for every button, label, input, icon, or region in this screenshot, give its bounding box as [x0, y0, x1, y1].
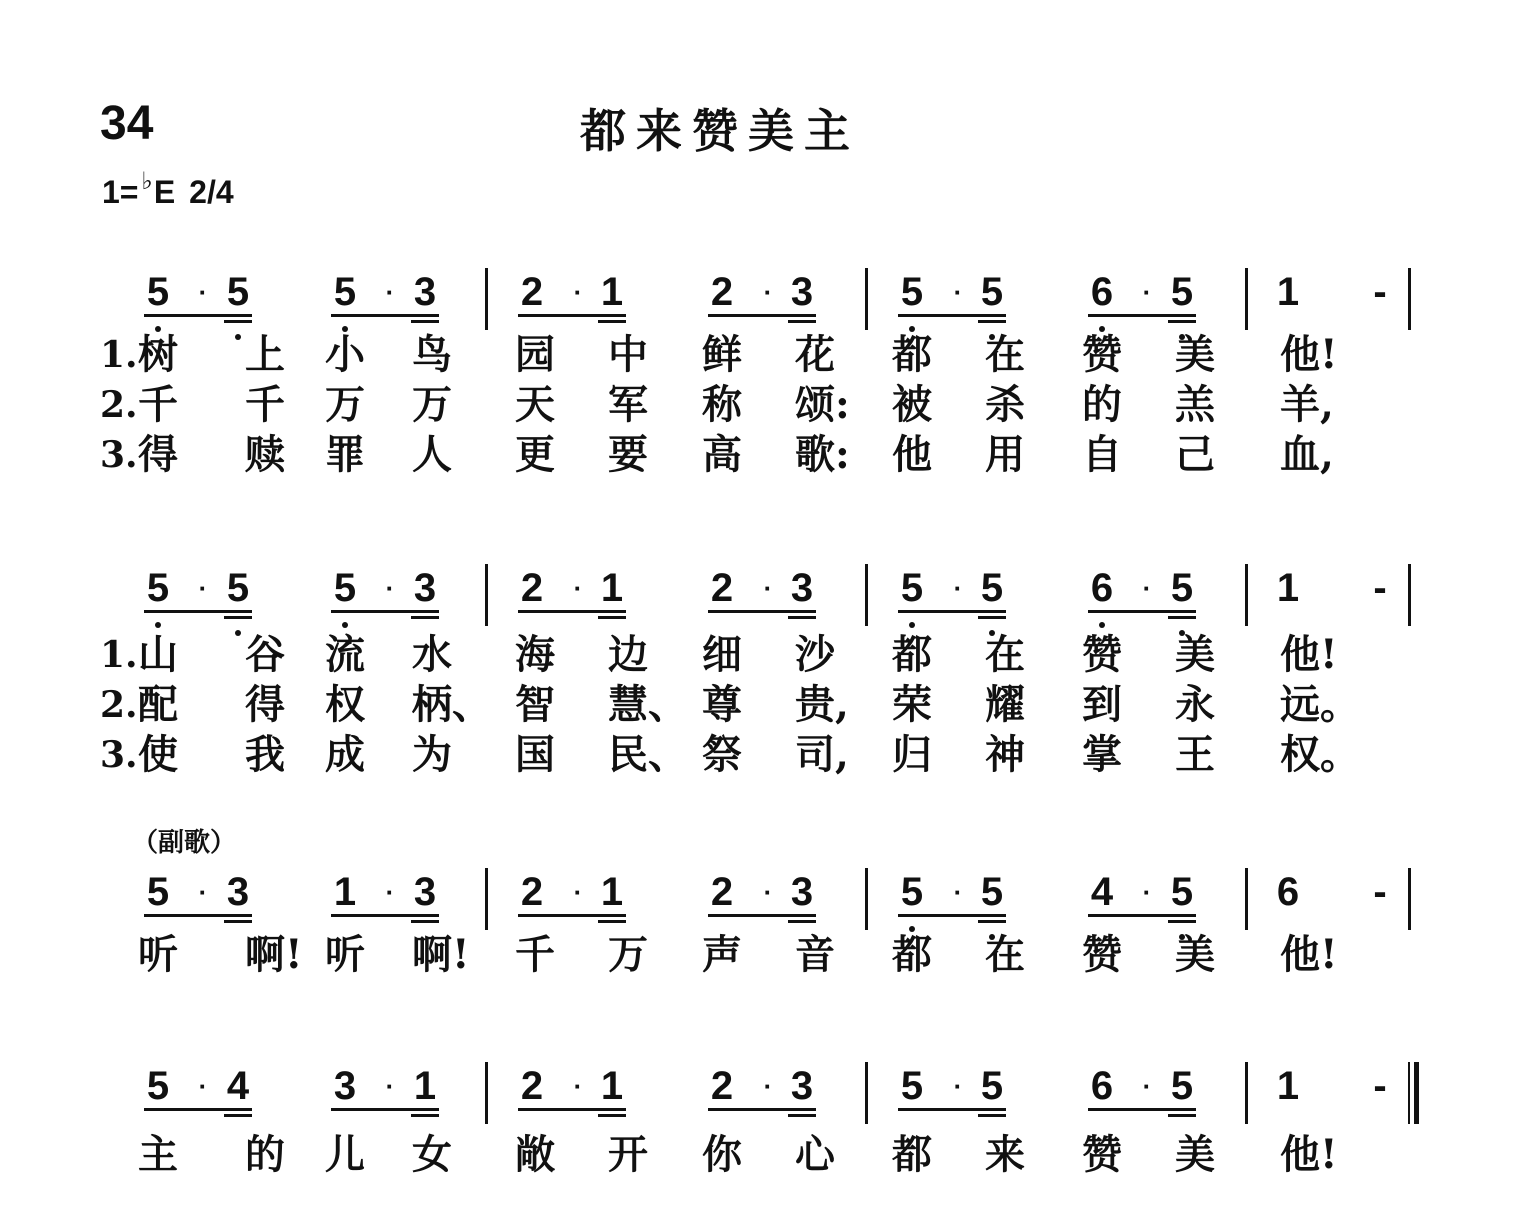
lyric-syllable: 的	[1082, 381, 1122, 428]
lyric-syllable: 在	[985, 331, 1025, 378]
dotted-rhythm-dot: ·	[1142, 573, 1152, 603]
lyric-syllable: 血,	[1280, 431, 1334, 478]
barline	[865, 564, 868, 626]
lyric-syllable: 赞	[1082, 1131, 1122, 1178]
verse-number: 3.	[100, 734, 138, 776]
lyric-syllable: 他	[892, 431, 932, 478]
lyric-syllable: 中	[608, 331, 648, 378]
song-title: 都来赞美主	[580, 105, 860, 157]
lyric-syllable: 权。	[1280, 731, 1360, 778]
lyric-syllable: 音	[795, 931, 835, 978]
lyric-syllable: 慧、	[608, 681, 688, 728]
lyric-syllable: 啊!	[245, 931, 303, 978]
final-barline-thick	[1414, 1062, 1419, 1124]
note: 3	[790, 1064, 814, 1108]
lyric-syllable: 杀	[985, 381, 1025, 428]
note: 5	[980, 566, 1004, 610]
verse-number: 1.	[100, 334, 138, 376]
lyric-syllable: 水	[412, 631, 452, 678]
dotted-rhythm-dot: ·	[953, 877, 963, 907]
lyric-syllable: 赞	[1082, 331, 1122, 378]
lyric-syllable: 流	[325, 631, 365, 678]
beam-line-double	[411, 1114, 439, 1117]
lyric-syllable: 高	[702, 431, 742, 478]
lyric-syllable: 己	[1175, 431, 1215, 478]
lyric-syllable: 啊!	[412, 931, 470, 978]
dotted-rhythm-dot: ·	[953, 1071, 963, 1101]
beam-line-double	[411, 920, 439, 923]
lyric-syllable: 海	[515, 631, 555, 678]
note: 1	[1276, 1064, 1300, 1108]
beam-line-double	[224, 920, 252, 923]
lyric-syllable: 都	[892, 631, 932, 678]
dotted-rhythm-dot: ·	[198, 277, 208, 307]
beam-line-double	[1168, 920, 1196, 923]
lyric-syllable: 贵,	[795, 681, 849, 728]
note: 3	[790, 270, 814, 314]
hold-dash: -	[1373, 566, 1387, 610]
lyric-syllable: 他!	[1280, 331, 1338, 378]
lyric-syllable: 司,	[795, 731, 849, 778]
beam-line-double	[224, 616, 252, 619]
note: 5	[1170, 870, 1194, 914]
barline	[1245, 1062, 1248, 1124]
lyric-syllable: 赞	[1082, 631, 1122, 678]
lyric-syllable: 美	[1175, 331, 1215, 378]
lyric-syllable: 得	[245, 681, 285, 728]
beam-line	[331, 610, 439, 613]
dotted-rhythm-dot: ·	[573, 1071, 583, 1101]
lyric-syllable: 千	[245, 381, 285, 428]
dotted-rhythm-dot: ·	[1142, 277, 1152, 307]
dotted-rhythm-dot: ·	[1142, 1071, 1152, 1101]
verse-number: 2.	[100, 384, 138, 426]
note: 2	[710, 870, 734, 914]
time-signature: 2/4	[189, 174, 234, 210]
note: 3	[790, 566, 814, 610]
lyric-syllable: 神	[985, 731, 1025, 778]
lyric-syllable: 他!	[1280, 631, 1338, 678]
note: 5	[146, 566, 170, 610]
lyric-syllable: 万	[608, 931, 648, 978]
lyric-syllable: 掌	[1082, 731, 1122, 778]
lyric-syllable: 听	[138, 931, 178, 978]
lyric-syllable: 小	[325, 331, 365, 378]
lyric-syllable: 上	[245, 331, 285, 378]
note: 1	[1276, 566, 1300, 610]
note: 5	[900, 1064, 924, 1108]
beam-line	[708, 1108, 816, 1111]
lyric-syllable: 王	[1175, 731, 1215, 778]
lyric-syllable: 尊	[702, 681, 742, 728]
lyric-syllable: 细	[702, 631, 742, 678]
note: 1	[600, 1064, 624, 1108]
lyric-syllable: 他!	[1280, 1131, 1338, 1178]
lyric-line	[0, 630, 1535, 680]
barline	[1245, 268, 1248, 330]
note: 5	[333, 270, 357, 314]
octave-dot	[1099, 622, 1105, 628]
dotted-rhythm-dot: ·	[385, 277, 395, 307]
lyric-syllable: 人	[412, 431, 452, 478]
verse-number: 2.	[100, 684, 138, 726]
lyric-syllable: 声	[702, 931, 742, 978]
lyric-syllable: 祭	[702, 731, 742, 778]
note: 5	[146, 270, 170, 314]
beam-line	[708, 314, 816, 317]
lyric-syllable: 开	[608, 1131, 648, 1178]
hold-dash: -	[1373, 870, 1387, 914]
lyric-syllable: 美	[1175, 1131, 1215, 1178]
hold-dash: -	[1373, 1064, 1387, 1108]
lyric-syllable: 用	[985, 431, 1025, 478]
beam-line-double	[788, 1114, 816, 1117]
lyric-syllable: 军	[608, 381, 648, 428]
barline	[485, 1062, 488, 1124]
lyric-syllable: 成	[325, 731, 365, 778]
note: 5	[1170, 270, 1194, 314]
lyric-syllable: 在	[985, 631, 1025, 678]
octave-dot	[342, 622, 348, 628]
key-note: E	[153, 174, 176, 210]
beam-line	[898, 610, 1006, 613]
beam-line	[518, 610, 626, 613]
lyric-syllable: 配	[138, 681, 178, 728]
dotted-rhythm-dot: ·	[953, 573, 963, 603]
lyric-syllable: 歌:	[795, 431, 850, 478]
note: 5	[333, 566, 357, 610]
beam-line	[331, 1108, 439, 1111]
beam-line	[898, 914, 1006, 917]
note: 5	[146, 1064, 170, 1108]
chorus-label: （副歌）	[132, 828, 237, 858]
dotted-rhythm-dot: ·	[953, 277, 963, 307]
lyric-syllable: 千	[515, 931, 555, 978]
lyric-syllable: 罪	[325, 431, 365, 478]
lyric-syllable: 女	[412, 1131, 452, 1178]
final-barline-thin	[1408, 1062, 1410, 1124]
dotted-rhythm-dot: ·	[573, 573, 583, 603]
beam-line	[1088, 610, 1196, 613]
beam-line	[144, 314, 252, 317]
note: 5	[980, 870, 1004, 914]
beam-line	[1088, 1108, 1196, 1111]
barline-end	[1408, 268, 1411, 330]
beam-line-double	[788, 920, 816, 923]
barline	[865, 868, 868, 930]
barline	[1245, 564, 1248, 626]
lyric-syllable: 到	[1082, 681, 1122, 728]
lyric-syllable: 柄、	[412, 681, 492, 728]
lyric-syllable: 心	[795, 1131, 835, 1178]
lyric-syllable: 智	[515, 681, 555, 728]
lyric-syllable: 荣	[892, 681, 932, 728]
lyric-syllable: 都	[892, 1131, 932, 1178]
beam-line	[331, 314, 439, 317]
dotted-rhythm-dot: ·	[385, 877, 395, 907]
lyric-syllable: 羊,	[1280, 381, 1334, 428]
note: 2	[520, 1064, 544, 1108]
lyric-syllable: 在	[985, 931, 1025, 978]
lyric-syllable: 耀	[985, 681, 1025, 728]
note: 1	[413, 1064, 437, 1108]
note: 2	[710, 270, 734, 314]
dotted-rhythm-dot: ·	[385, 573, 395, 603]
beam-line	[518, 314, 626, 317]
dotted-rhythm-dot: ·	[763, 277, 773, 307]
key-prefix: 1=	[102, 174, 139, 210]
lyric-syllable: 听	[325, 931, 365, 978]
lyric-syllable: 主	[138, 1131, 178, 1178]
hymn-number: 34	[100, 97, 154, 150]
beam-line	[1088, 314, 1196, 317]
lyric-syllable: 园	[515, 331, 555, 378]
lyric-syllable: 来	[985, 1131, 1025, 1178]
lyric-syllable: 我	[245, 731, 285, 778]
note: 1	[600, 566, 624, 610]
dotted-rhythm-dot: ·	[198, 573, 208, 603]
lyric-line	[0, 930, 1535, 980]
beam-line-double	[788, 320, 816, 323]
barline	[865, 1062, 868, 1124]
lyric-syllable: 要	[608, 431, 648, 478]
dotted-rhythm-dot: ·	[1142, 877, 1152, 907]
beam-line-double	[598, 1114, 626, 1117]
beam-line-double	[598, 920, 626, 923]
note: 3	[413, 270, 437, 314]
dotted-rhythm-dot: ·	[385, 1071, 395, 1101]
lyric-syllable: 赞	[1082, 931, 1122, 978]
score-system	[0, 558, 1535, 638]
note: 5	[980, 1064, 1004, 1108]
lyric-syllable: 天	[515, 381, 555, 428]
lyric-syllable: 鲜	[702, 331, 742, 378]
note: 1	[600, 270, 624, 314]
dotted-rhythm-dot: ·	[198, 1071, 208, 1101]
dotted-rhythm-dot: ·	[573, 877, 583, 907]
beam-line	[708, 610, 816, 613]
note: 3	[413, 870, 437, 914]
beam-line-double	[224, 320, 252, 323]
dotted-rhythm-dot: ·	[763, 573, 773, 603]
beam-line	[518, 1108, 626, 1111]
lyric-line	[0, 430, 1535, 480]
flat-sign: ♭	[141, 168, 153, 195]
lyric-line	[0, 730, 1535, 780]
note: 3	[413, 566, 437, 610]
beam-line	[708, 914, 816, 917]
lyric-syllable: 都	[892, 931, 932, 978]
beam-line	[1088, 914, 1196, 917]
lyric-syllable: 敞	[515, 1131, 555, 1178]
beam-line	[144, 914, 252, 917]
beam-line-double	[598, 616, 626, 619]
lyric-syllable: 颂:	[795, 381, 850, 428]
note: 2	[520, 566, 544, 610]
lyric-syllable: 树	[138, 331, 178, 378]
note: 5	[900, 270, 924, 314]
lyric-line	[0, 380, 1535, 430]
lyric-syllable: 万	[325, 381, 365, 428]
lyric-syllable: 美	[1175, 931, 1215, 978]
note: 3	[333, 1064, 357, 1108]
lyric-syllable: 权	[325, 681, 365, 728]
note: 2	[520, 870, 544, 914]
lyric-syllable: 鸟	[412, 331, 452, 378]
beam-line-double	[978, 920, 1006, 923]
barline	[485, 564, 488, 626]
beam-line-double	[978, 1114, 1006, 1117]
octave-dot	[155, 622, 161, 628]
hold-dash: -	[1373, 270, 1387, 314]
lyric-syllable: 谷	[245, 631, 285, 678]
dotted-rhythm-dot: ·	[573, 277, 583, 307]
beam-line-double	[1168, 1114, 1196, 1117]
lyric-syllable: 得	[138, 431, 178, 478]
note: 6	[1090, 270, 1114, 314]
beam-line-double	[598, 320, 626, 323]
verse-number: 3.	[100, 434, 138, 476]
lyric-syllable: 沙	[795, 631, 835, 678]
note: 4	[1090, 870, 1114, 914]
note: 5	[1170, 566, 1194, 610]
note: 5	[900, 566, 924, 610]
lyric-syllable: 国	[515, 731, 555, 778]
barline	[485, 268, 488, 330]
note: 5	[226, 566, 250, 610]
lyric-syllable: 千	[138, 381, 178, 428]
lyric-line	[0, 330, 1535, 380]
lyric-line	[0, 1130, 1535, 1180]
barline-end	[1408, 564, 1411, 626]
lyric-syllable: 边	[608, 631, 648, 678]
lyric-syllable: 自	[1082, 431, 1122, 478]
beam-line-double	[224, 1114, 252, 1117]
lyric-syllable: 花	[795, 331, 835, 378]
note: 1	[600, 870, 624, 914]
dotted-rhythm-dot: ·	[763, 877, 773, 907]
note: 5	[980, 270, 1004, 314]
beam-line-double	[411, 320, 439, 323]
beam-line	[331, 914, 439, 917]
dotted-rhythm-dot: ·	[763, 1071, 773, 1101]
dotted-rhythm-dot: ·	[198, 877, 208, 907]
beam-line-double	[1168, 616, 1196, 619]
note: 3	[226, 870, 250, 914]
lyric-syllable: 都	[892, 331, 932, 378]
verse-number: 1.	[100, 634, 138, 676]
key-signature	[102, 168, 234, 210]
octave-dot	[909, 622, 915, 628]
note: 1	[333, 870, 357, 914]
lyric-syllable: 的	[245, 1131, 285, 1178]
barline-end	[1408, 868, 1411, 930]
note: 2	[710, 1064, 734, 1108]
note: 6	[1276, 870, 1300, 914]
beam-line-double	[978, 320, 1006, 323]
note: 3	[790, 870, 814, 914]
lyric-syllable: 羔	[1175, 381, 1215, 428]
lyric-syllable: 远。	[1280, 681, 1360, 728]
lyric-syllable: 使	[138, 731, 178, 778]
lyric-syllable: 称	[702, 381, 742, 428]
lyric-syllable: 被	[892, 381, 932, 428]
note: 5	[226, 270, 250, 314]
beam-line-double	[978, 616, 1006, 619]
score-system	[0, 1056, 1535, 1136]
beam-line-double	[788, 616, 816, 619]
lyric-syllable: 他!	[1280, 931, 1338, 978]
note: 2	[710, 566, 734, 610]
barline	[1245, 868, 1248, 930]
lyric-syllable: 民、	[608, 731, 688, 778]
lyric-syllable: 美	[1175, 631, 1215, 678]
note: 5	[1170, 1064, 1194, 1108]
lyric-syllable: 永	[1175, 681, 1215, 728]
beam-line-double	[1168, 320, 1196, 323]
beam-line-double	[411, 616, 439, 619]
lyric-syllable: 更	[515, 431, 555, 478]
lyric-syllable: 你	[702, 1131, 742, 1178]
lyric-syllable: 儿	[325, 1131, 365, 1178]
lyric-syllable: 山	[138, 631, 178, 678]
lyric-syllable: 万	[412, 381, 452, 428]
note: 2	[520, 270, 544, 314]
lyric-syllable: 归	[892, 731, 932, 778]
barline	[485, 868, 488, 930]
note: 6	[1090, 566, 1114, 610]
note: 5	[900, 870, 924, 914]
beam-line	[144, 1108, 252, 1111]
beam-line	[518, 914, 626, 917]
beam-line	[898, 1108, 1006, 1111]
barline	[865, 268, 868, 330]
lyric-line	[0, 680, 1535, 730]
beam-line	[898, 314, 1006, 317]
lyric-syllable: 赎	[245, 431, 285, 478]
note: 6	[1090, 1064, 1114, 1108]
note: 1	[1276, 270, 1300, 314]
beam-line	[144, 610, 252, 613]
note: 4	[226, 1064, 250, 1108]
lyric-syllable: 为	[412, 731, 452, 778]
note: 5	[146, 870, 170, 914]
